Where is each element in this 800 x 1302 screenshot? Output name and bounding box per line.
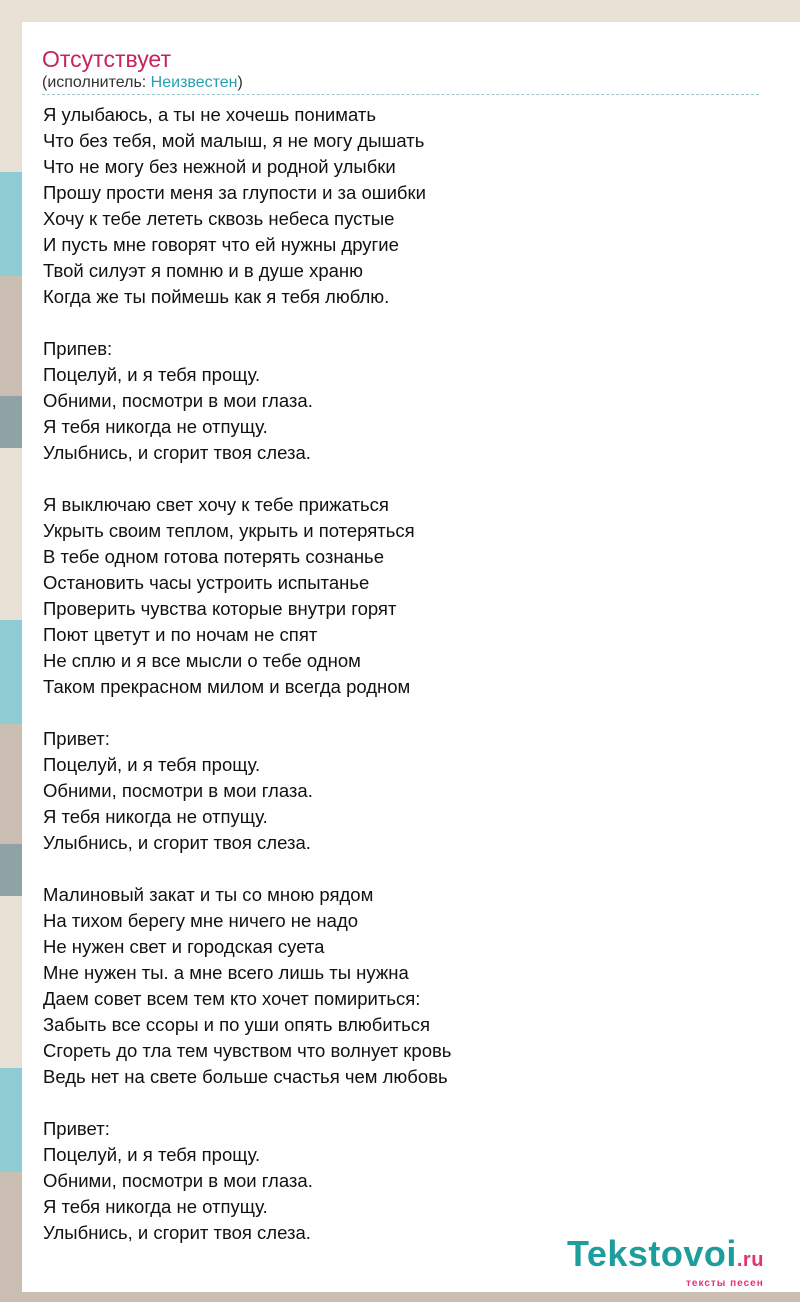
stanza	[43, 336, 451, 466]
lyric-line: Обними, посмотри в мои глаза.	[43, 390, 313, 411]
lyric-line: Что без тебя, мой малыш, я не могу дышать	[43, 130, 425, 151]
lyric-line: Когда же ты поймешь как я тебя люблю.	[43, 286, 390, 307]
lyric-line: Улыбнись, и сгорит твоя слеза.	[43, 1222, 311, 1243]
lyric-line: Твой силуэт я помню и в душе храню	[43, 260, 364, 281]
lyric-line: Поцелуй, и я тебя прощу.	[43, 754, 261, 775]
lyric-line: Не нужен свет и городская суета	[43, 936, 325, 957]
lyric-line: Я тебя никогда не отпущу.	[43, 416, 268, 437]
logo-tld: .ru	[736, 1249, 764, 1271]
logo-wordmark	[567, 1232, 764, 1282]
stanza	[43, 726, 451, 856]
lyric-line: Поцелуй, и я тебя прощу.	[43, 364, 261, 385]
site-logo[interactable]	[567, 1232, 792, 1302]
song-title: Отсутствует	[42, 46, 171, 72]
stanza	[43, 492, 451, 700]
lyric-line: Малиновый закат и ты со мною рядом	[43, 884, 374, 905]
lyric-line: Забыть все ссоры и по уши опять влюбиться	[43, 1014, 431, 1035]
lyric-line: Припев:	[43, 338, 113, 359]
artist-prefix: (исполнитель:	[42, 74, 151, 91]
lyric-line: Обними, посмотри в мои глаза.	[43, 1170, 313, 1191]
artist-suffix: )	[237, 74, 243, 91]
lyric-line: Таком прекрасном милом и всегда родном	[43, 676, 411, 697]
lyric-line: Я тебя никогда не отпущу.	[43, 806, 268, 827]
lyric-line: И пусть мне говорят что ей нужны другие	[43, 234, 399, 255]
lyric-line: Улыбнись, и сгорит твоя слеза.	[43, 442, 311, 463]
lyric-line: Не сплю и я все мысли о тебе одном	[43, 650, 361, 671]
lyric-line: Прошу прости меня за глупости и за ошибки	[43, 182, 426, 203]
lyric-line: Ведь нет на свете больше счастья чем любовь	[43, 1066, 448, 1087]
stanza	[43, 1116, 451, 1246]
lyric-line: Улыбнись, и сгорит твоя слеза.	[43, 832, 311, 853]
logo-tagline: тексты песен	[686, 1278, 764, 1289]
lyric-line: Сгореть до тла тем чувством что волнует кровь	[43, 1040, 452, 1061]
lyric-line: Что не могу без нежной и родной улыбки	[43, 156, 396, 177]
lyric-line: Поцелуй, и я тебя прощу.	[43, 1144, 261, 1165]
lyric-line: Хочу к тебе лететь сквозь небеса пустые	[43, 208, 395, 229]
lyrics-card	[22, 22, 800, 1292]
lyric-line: В тебе одном готова потерять сознанье	[43, 546, 384, 567]
lyric-line: Обними, посмотри в мои глаза.	[43, 780, 313, 801]
divider	[42, 94, 759, 95]
lyric-line: Проверить чувства которые внутри горят	[43, 598, 397, 619]
lyric-line: Укрыть своим теплом, укрыть и потеряться	[43, 520, 415, 541]
artist-link[interactable]: Неизвестен	[150, 74, 238, 91]
lyric-line: На тихом берегу мне ничего не надо	[43, 910, 359, 931]
lyric-line: Привет:	[43, 1118, 110, 1139]
lyric-line: Я тебя никогда не отпущу.	[43, 1196, 268, 1217]
lyric-line: Остановить часы устроить испытанье	[43, 572, 370, 593]
lyric-line: Я выключаю свет хочу к тебе прижаться	[43, 494, 389, 515]
lyric-line: Привет:	[43, 728, 110, 749]
lyric-line: Даем совет всем тем кто хочет помириться:	[43, 988, 421, 1009]
artist-line	[42, 73, 243, 93]
lyric-line: Поют цветут и по ночам не спят	[43, 624, 318, 645]
stanza	[43, 102, 451, 310]
lyric-line: Мне нужен ты. а мне всего лишь ты нужна	[43, 962, 409, 983]
lyrics-body	[43, 102, 451, 1246]
stanza	[43, 882, 451, 1090]
lyric-line: Я улыбаюсь, а ты не хочешь понимать	[43, 104, 376, 125]
logo-main-text: Tekstovoi	[567, 1233, 737, 1274]
